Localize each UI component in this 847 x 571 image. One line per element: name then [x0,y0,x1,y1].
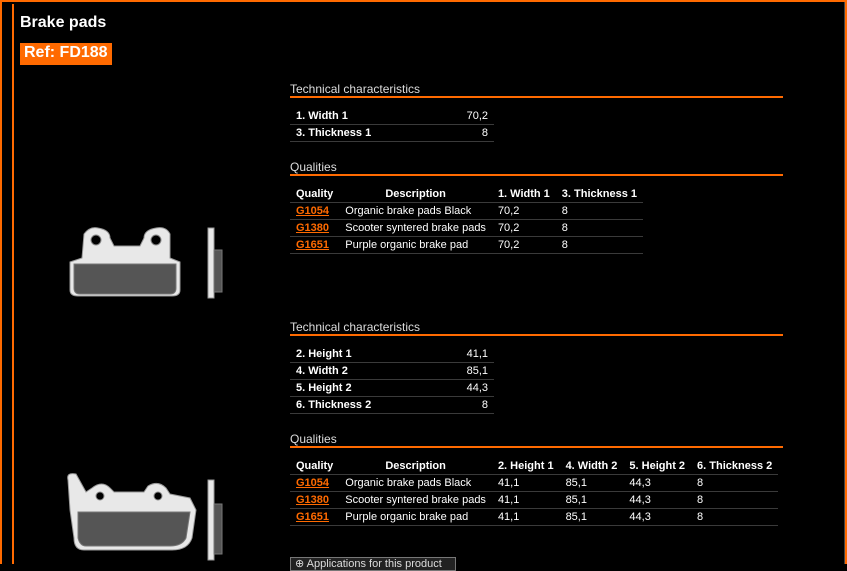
brake-pad-drawing-2 [62,470,227,566]
table-cell: 8 [556,220,643,237]
tech-heading-1: Technical characteristics [290,82,421,96]
quality-cell [290,509,339,526]
tech-key: 1. Width 1 [290,108,404,125]
table-row [290,237,643,254]
tech-table-1 [290,108,494,142]
tech-value: 70,2 [404,108,494,125]
column-header: 2. Height 1 [492,458,560,475]
table-cell: 8 [691,509,778,526]
table-cell: 85,1 [560,475,624,492]
right-border-rule [844,2,845,564]
table-cell: Purple organic brake pad [339,237,492,254]
tech-row [290,380,494,397]
qual-table-1 [290,186,643,254]
table-cell: 70,2 [492,203,556,220]
tech-value: 44,3 [404,380,494,397]
qual-heading-2: Qualities [290,432,337,446]
page-title: Brake pads [20,14,107,31]
table-cell: 8 [691,492,778,509]
tech-rule-2 [290,334,783,336]
tech-key: 4. Width 2 [290,363,404,380]
quality-cell [290,492,339,509]
column-header: Quality [290,186,339,203]
tech-table-2 [290,346,494,414]
column-header: 4. Width 2 [560,458,624,475]
tech-value: 8 [404,125,494,142]
tech-key: 5. Height 2 [290,380,404,397]
column-header: 3. Thickness 1 [556,186,643,203]
tech-row [290,108,494,125]
tech-row [290,363,494,380]
table-row [290,492,778,509]
table-cell: 8 [556,203,643,220]
quality-link[interactable]: G1651 [296,511,330,523]
table-cell: 41,1 [492,475,560,492]
column-header: Quality [290,458,339,475]
tech-key: 3. Thickness 1 [290,125,404,142]
table-cell: 41,1 [492,492,560,509]
table-cell: Organic brake pads Black [339,203,492,220]
column-header: 5. Height 2 [623,458,691,475]
tech-row [290,397,494,414]
applications-icon: ⊕ [295,558,307,570]
tech-heading-2: Technical characteristics [290,320,421,334]
qual-heading-1: Qualities [290,160,337,174]
applications-button[interactable] [290,557,456,571]
quality-cell [290,203,339,220]
tech-rule-1 [290,96,783,98]
table-cell: 8 [691,475,778,492]
table-row [290,220,643,237]
tech-value: 85,1 [404,363,494,380]
table-cell: 70,2 [492,220,556,237]
column-header: Description [339,186,492,203]
quality-link[interactable]: G1380 [296,222,330,234]
tech-value: 41,1 [404,346,494,363]
column-header: 6. Thickness 2 [691,458,778,475]
brake-pad-drawing-1 [62,224,227,302]
table-cell: Purple organic brake pad [339,509,492,526]
table-row [290,475,778,492]
table-cell: 85,1 [560,509,624,526]
table-cell: 44,3 [623,475,691,492]
quality-link[interactable]: G1054 [296,477,330,489]
table-cell: 70,2 [492,237,556,254]
tech-value: 8 [404,397,494,414]
quality-link[interactable]: G1651 [296,239,330,251]
table-cell: Scooter syntered brake pads [339,492,492,509]
table-cell: 44,3 [623,492,691,509]
table-cell: 85,1 [560,492,624,509]
table-cell: 44,3 [623,509,691,526]
quality-link[interactable]: G1054 [296,205,330,217]
applications-label: Applications for this product [306,558,442,570]
table-cell: Organic brake pads Black [339,475,492,492]
tech-row [290,346,494,363]
table-cell: Scooter syntered brake pads [339,220,492,237]
tech-row [290,125,494,142]
qual-rule-2 [290,446,783,448]
quality-link[interactable]: G1380 [296,494,330,506]
qual-rule-1 [290,174,783,176]
table-row [290,203,643,220]
quality-cell [290,220,339,237]
table-row [290,509,778,526]
qual-table-2 [290,458,778,526]
table-cell: 41,1 [492,509,560,526]
left-border-rule [12,4,14,564]
tech-key: 2. Height 1 [290,346,404,363]
tech-key: 6. Thickness 2 [290,397,404,414]
ref-badge: Ref: FD188 [20,43,112,65]
quality-cell [290,475,339,492]
quality-cell [290,237,339,254]
table-cell: 8 [556,237,643,254]
column-header: Description [339,458,492,475]
column-header: 1. Width 1 [492,186,556,203]
